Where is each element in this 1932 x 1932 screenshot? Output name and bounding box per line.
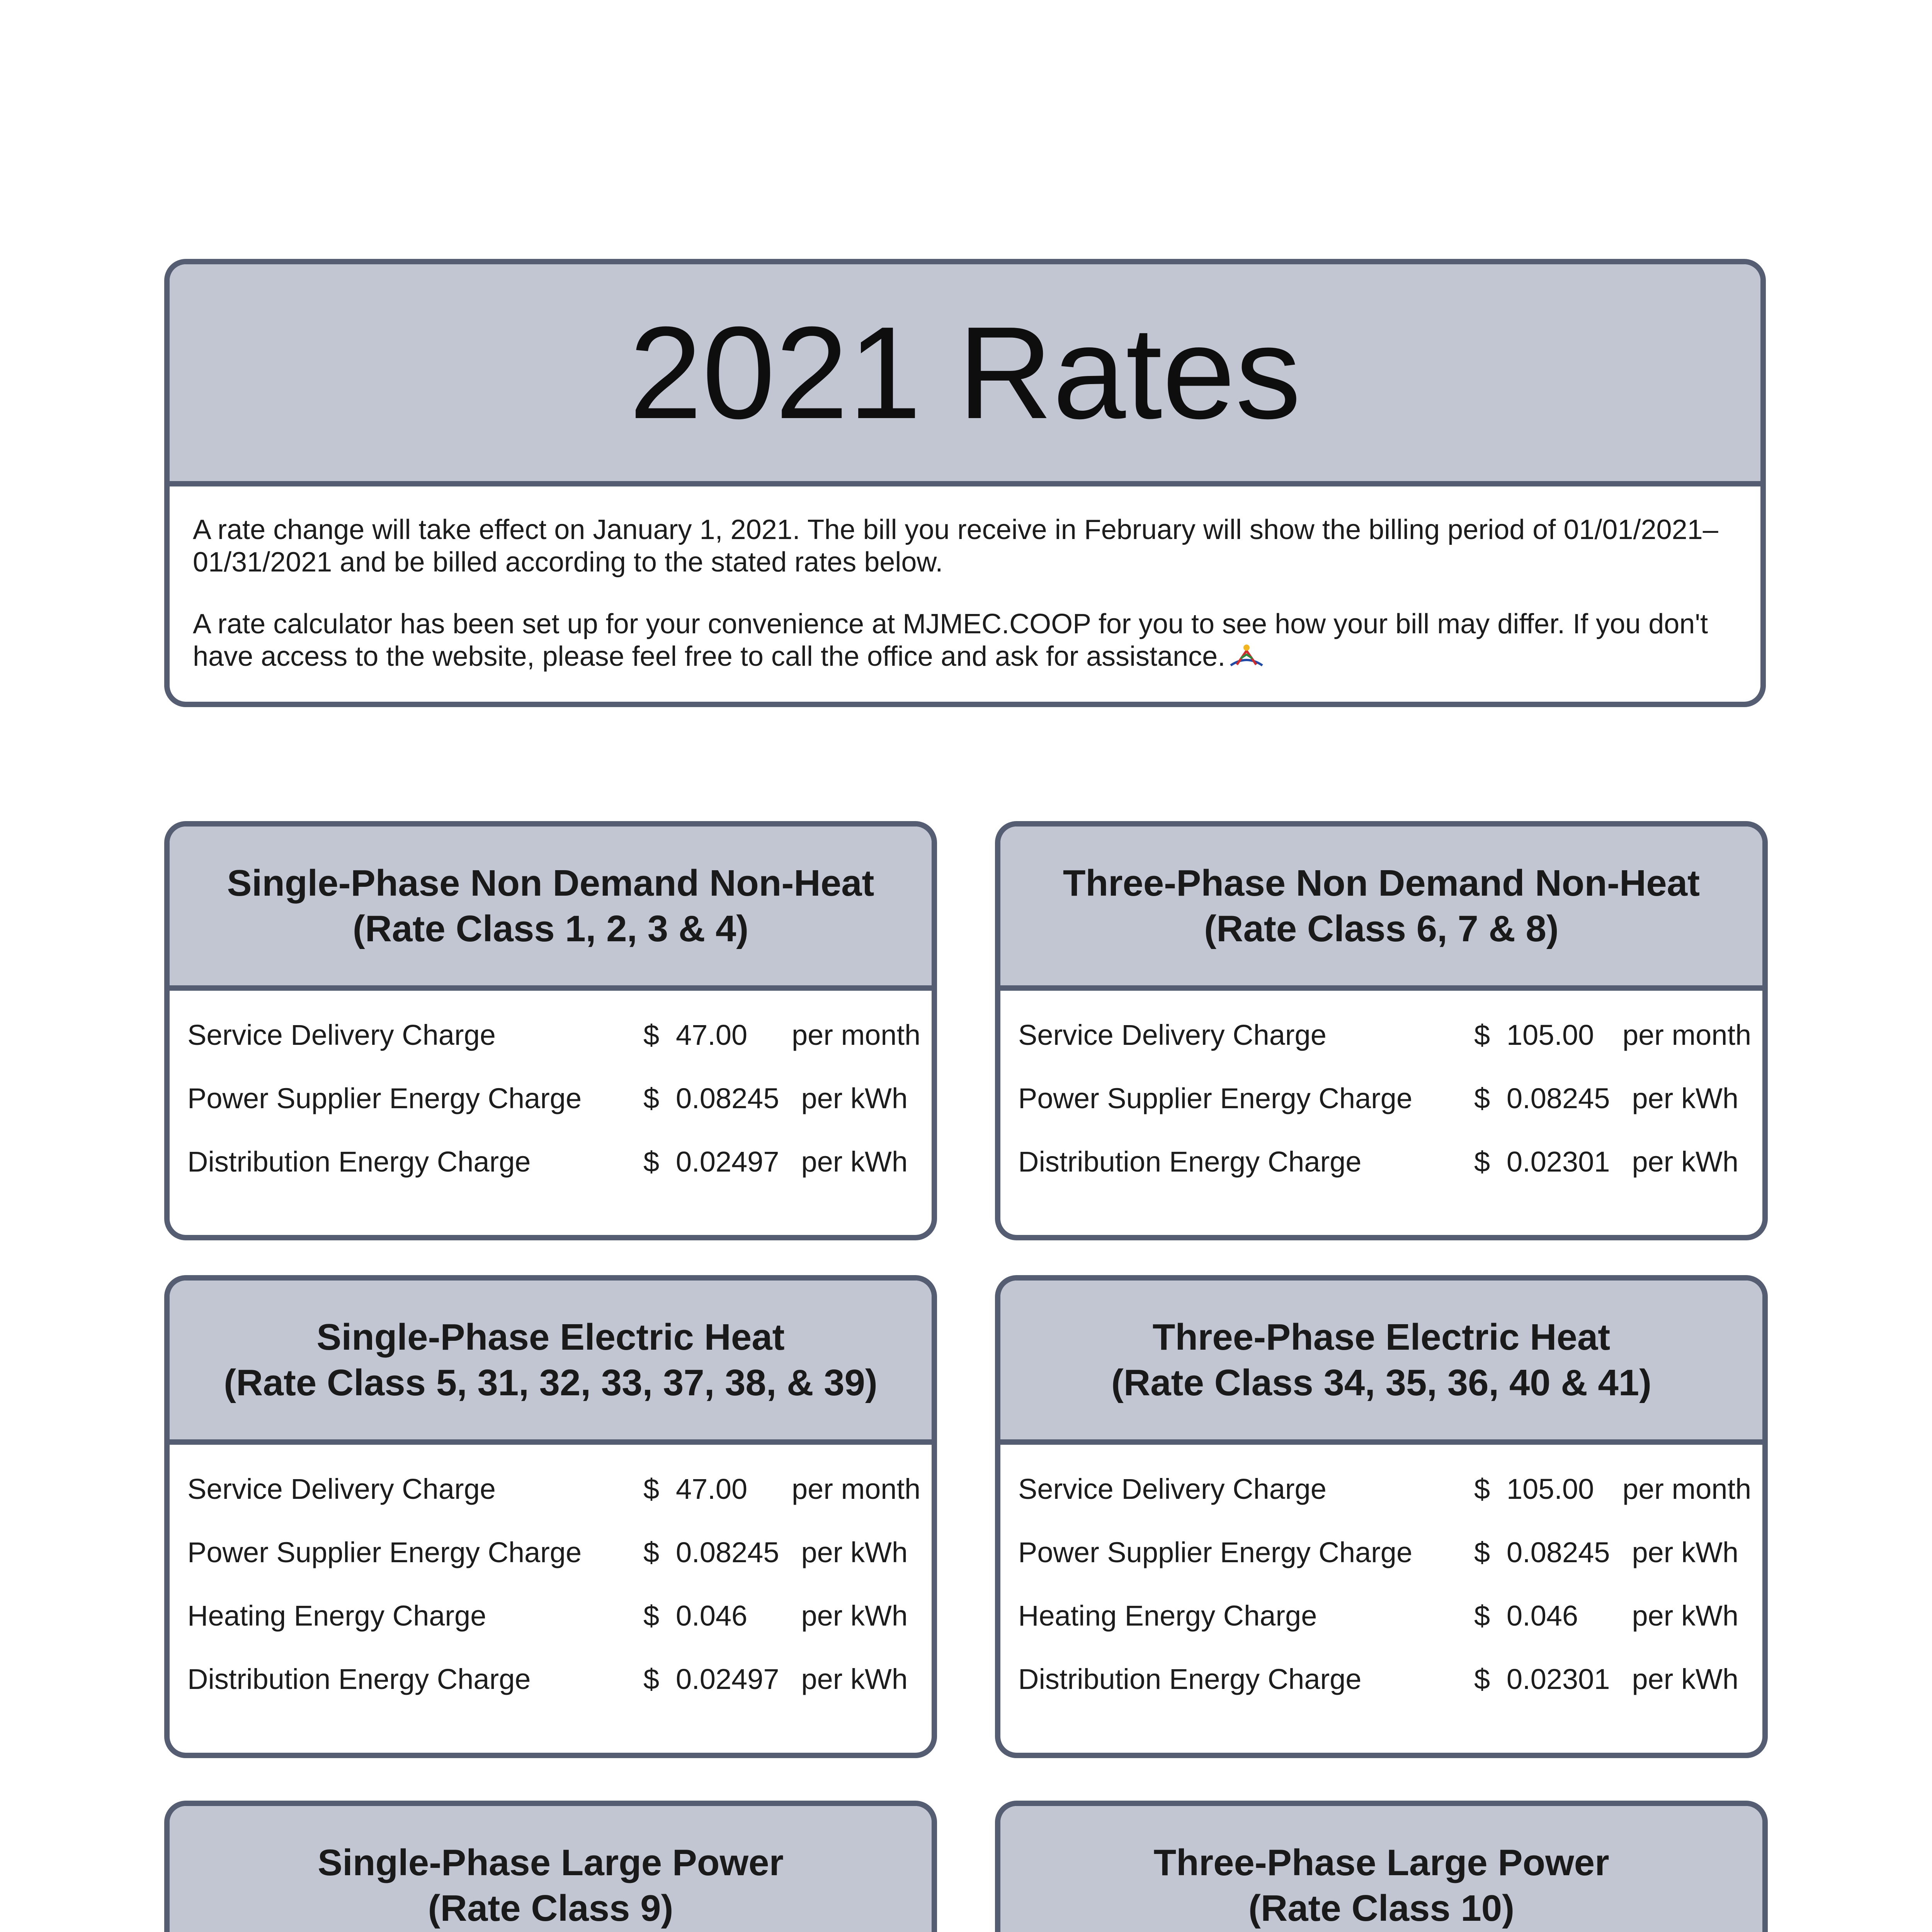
rate-amount: 0.046 <box>1507 1599 1578 1632</box>
rate-row <box>1018 1584 1738 1647</box>
rate-amount: 0.08245 <box>676 1082 779 1114</box>
rate-amount: 0.02301 <box>1507 1663 1610 1695</box>
rate-card-single-phase-non-demand <box>164 821 937 1240</box>
rate-currency: $ <box>643 1082 660 1114</box>
rate-unit: per month <box>1622 1473 1752 1505</box>
rate-list <box>1000 1445 1762 1711</box>
rate-card-header <box>170 827 932 991</box>
rate-row <box>187 1003 921 1066</box>
rate-unit: per month <box>792 1473 921 1505</box>
rate-amount: 105.00 <box>1507 1473 1594 1505</box>
rate-unit: per kWh <box>1632 1663 1738 1695</box>
cooperative-logo-icon <box>1229 642 1264 675</box>
rate-unit: per kWh <box>1632 1536 1738 1568</box>
rate-unit: per kWh <box>1632 1082 1738 1114</box>
rate-unit: per month <box>792 1019 921 1051</box>
rate-label: Distribution Energy Charge <box>187 1145 531 1178</box>
rate-currency: $ <box>643 1473 660 1505</box>
rate-row <box>1018 1457 1752 1520</box>
rate-unit: per kWh <box>1632 1599 1738 1632</box>
rate-card-three-phase-non-demand <box>995 821 1768 1240</box>
rate-label: Service Delivery Charge <box>187 1473 496 1505</box>
intro-text <box>170 486 1760 675</box>
rate-card-three-phase-electric-heat <box>995 1275 1768 1758</box>
rate-currency: $ <box>643 1536 660 1568</box>
rate-currency: $ <box>643 1599 660 1632</box>
rate-row <box>187 1066 908 1130</box>
rate-card-header <box>1000 827 1762 991</box>
intro-paragraph-2 <box>193 608 1737 675</box>
rate-row <box>187 1584 908 1647</box>
rate-label: Service Delivery Charge <box>187 1019 496 1051</box>
rate-currency: $ <box>643 1145 660 1178</box>
rate-card-title: Three-Phase Large Power <box>1153 1842 1609 1883</box>
rate-unit: per kWh <box>801 1145 908 1178</box>
rate-label: Heating Energy Charge <box>1018 1599 1317 1632</box>
rate-amount: 47.00 <box>676 1473 748 1505</box>
rate-amount: 47.00 <box>676 1019 748 1051</box>
rate-amount: 0.02301 <box>1507 1145 1610 1178</box>
rates-header-box <box>164 259 1766 707</box>
rate-amount: 0.02497 <box>676 1145 779 1178</box>
rate-unit: per kWh <box>801 1082 908 1114</box>
rate-card-subtitle: (Rate Class 34, 35, 36, 40 & 41) <box>1111 1362 1652 1403</box>
rate-unit: per month <box>1622 1019 1752 1051</box>
rate-list <box>170 1445 932 1711</box>
rate-unit: per kWh <box>801 1536 908 1568</box>
rate-card-header <box>170 1281 932 1445</box>
rate-currency: $ <box>643 1663 660 1695</box>
intro-paragraph-1 <box>193 514 1737 578</box>
rate-card-subtitle: (Rate Class 10) <box>1248 1887 1515 1929</box>
rate-card-subtitle: (Rate Class 1, 2, 3 & 4) <box>352 908 749 949</box>
rate-card-title: Three-Phase Non Demand Non-Heat <box>1063 862 1700 904</box>
rate-label: Heating Energy Charge <box>187 1599 486 1632</box>
rate-list <box>170 991 932 1193</box>
rate-label: Service Delivery Charge <box>1018 1473 1327 1505</box>
rate-currency: $ <box>1474 1663 1490 1695</box>
rate-label: Distribution Energy Charge <box>1018 1663 1362 1695</box>
rate-currency: $ <box>1474 1019 1490 1051</box>
rate-card-header <box>1000 1806 1762 1932</box>
rate-card-title: Single-Phase Non Demand Non-Heat <box>227 862 874 904</box>
rate-currency: $ <box>1474 1473 1490 1505</box>
rate-row <box>187 1647 908 1711</box>
rates-title-banner <box>170 264 1760 486</box>
rate-card-header <box>1000 1281 1762 1445</box>
rate-label: Service Delivery Charge <box>1018 1019 1327 1051</box>
rate-card-title: Single-Phase Electric Heat <box>316 1316 785 1358</box>
rate-row <box>187 1130 908 1193</box>
rate-amount: 0.08245 <box>676 1536 779 1568</box>
rate-row <box>1018 1066 1738 1130</box>
rate-currency: $ <box>1474 1145 1490 1178</box>
rate-unit: per kWh <box>801 1599 908 1632</box>
rate-card-subtitle: (Rate Class 5, 31, 32, 33, 37, 38, & 39) <box>224 1362 878 1403</box>
rate-amount: 0.02497 <box>676 1663 779 1695</box>
rate-label: Distribution Energy Charge <box>1018 1145 1362 1178</box>
rate-list <box>1000 991 1762 1193</box>
rate-currency: $ <box>1474 1599 1490 1632</box>
rate-currency: $ <box>1474 1082 1490 1114</box>
rate-label: Power Supplier Energy Charge <box>1018 1082 1413 1114</box>
rate-card-single-phase-large-power <box>164 1801 937 1932</box>
rate-label: Distribution Energy Charge <box>187 1663 531 1695</box>
rate-row <box>187 1520 908 1584</box>
rate-card-subtitle: (Rate Class 6, 7 & 8) <box>1204 908 1559 949</box>
rate-currency: $ <box>643 1019 660 1051</box>
rate-label: Power Supplier Energy Charge <box>187 1536 582 1568</box>
rate-row <box>1018 1520 1738 1584</box>
rate-unit: per kWh <box>1632 1145 1738 1178</box>
rate-label: Power Supplier Energy Charge <box>187 1082 582 1114</box>
rate-card-subtitle: (Rate Class 9) <box>428 1887 673 1929</box>
rate-row <box>1018 1003 1752 1066</box>
page-title: 2021 Rates <box>629 299 1301 446</box>
rate-card-title: Single-Phase Large Power <box>318 1842 784 1883</box>
rate-card-single-phase-electric-heat <box>164 1275 937 1758</box>
rate-row <box>1018 1647 1738 1711</box>
rate-label: Power Supplier Energy Charge <box>1018 1536 1413 1568</box>
rate-amount: 105.00 <box>1507 1019 1594 1051</box>
rate-currency: $ <box>1474 1536 1490 1568</box>
rate-row <box>1018 1130 1738 1193</box>
intro-paragraph-1-text: A rate change will take effect on January 1, 2021. The bill you receive in February will show the billing period of 01/01/2021–01/31/2021 and be billed according to the stated rates below. <box>193 514 1718 578</box>
rate-amount: 0.046 <box>676 1599 748 1632</box>
rate-card-three-phase-large-power <box>995 1801 1768 1932</box>
rate-card-header <box>170 1806 932 1932</box>
rate-card-title: Three-Phase Electric Heat <box>1152 1316 1611 1358</box>
intro-paragraph-2-text: A rate calculator has been set up for your convenience at MJMEC.COOP for you to see how your bill may differ. If you don't have access to the website, please feel free to call the office and ask for assistance. <box>193 609 1708 672</box>
rate-amount: 0.08245 <box>1507 1082 1610 1114</box>
rate-amount: 0.08245 <box>1507 1536 1610 1568</box>
rate-unit: per kWh <box>801 1663 908 1695</box>
rate-row <box>187 1457 921 1520</box>
